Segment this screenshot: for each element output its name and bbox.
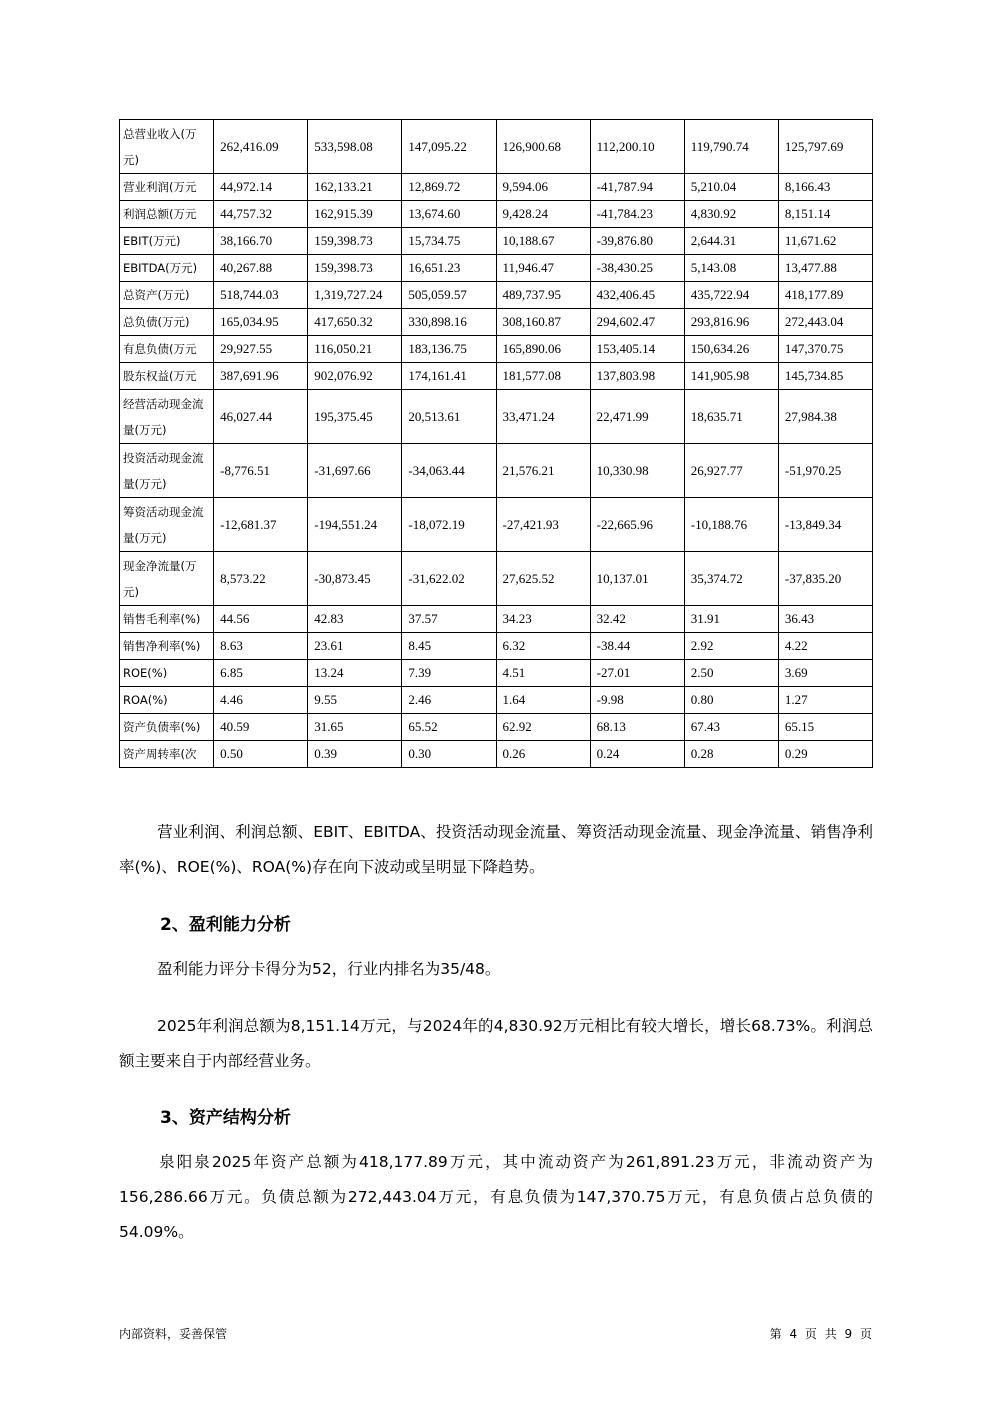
table-cell: 5,210.04 <box>684 174 778 201</box>
table-cell: 8.63 <box>214 633 308 660</box>
section-2-profit-paragraph <box>119 1009 873 1079</box>
table-cell: -31,697.66 <box>308 444 402 498</box>
table-cell: 0.29 <box>778 741 872 768</box>
table-cell: 0.30 <box>402 741 496 768</box>
row-label: EBITDA(万元) <box>120 255 214 282</box>
table-cell: -31,622.02 <box>402 552 496 606</box>
row-label: ROA(%) <box>120 687 214 714</box>
row-label: EBIT(万元) <box>120 228 214 255</box>
table-cell: 147,370.75 <box>778 336 872 363</box>
table-cell: -10,188.76 <box>684 498 778 552</box>
table-cell: -22,665.96 <box>590 498 684 552</box>
trend-text: 营业利润、利润总额、EBIT、EBITDA、投资活动现金流量、筹资活动现金流量、现金净流量、销售净利率(%)、ROE(%)、ROA(%)存在向下波动或呈明显下降趋势。 <box>119 823 873 876</box>
table-cell: 293,816.96 <box>684 309 778 336</box>
row-label: 筹资活动现金流量(万元) <box>120 498 214 552</box>
table-cell: 67.43 <box>684 714 778 741</box>
table-cell: 31.91 <box>684 606 778 633</box>
table-cell: 902,076.92 <box>308 363 402 390</box>
table-cell: -37,835.20 <box>778 552 872 606</box>
table-cell: 18,635.71 <box>684 390 778 444</box>
table-cell: -34,063.44 <box>402 444 496 498</box>
financial-table-body <box>120 120 873 768</box>
table-cell: 44.56 <box>214 606 308 633</box>
table-row <box>120 660 873 687</box>
table-cell: 183,136.75 <box>402 336 496 363</box>
table-cell: 330,898.16 <box>402 309 496 336</box>
table-cell: 174,161.41 <box>402 363 496 390</box>
table-cell: 6.85 <box>214 660 308 687</box>
table-cell: 294,602.47 <box>590 309 684 336</box>
table-row <box>120 120 873 174</box>
table-cell: 10,137.01 <box>590 552 684 606</box>
table-cell: 417,650.32 <box>308 309 402 336</box>
table-cell: 34.23 <box>496 606 590 633</box>
table-cell: 162,133.21 <box>308 174 402 201</box>
table-cell: 44,757.32 <box>214 201 308 228</box>
row-label: 股东权益(万元 <box>120 363 214 390</box>
table-cell: 0.39 <box>308 741 402 768</box>
table-cell: 32.42 <box>590 606 684 633</box>
table-row <box>120 174 873 201</box>
table-cell: 15,734.75 <box>402 228 496 255</box>
table-cell: -27,421.93 <box>496 498 590 552</box>
table-cell: -13,849.34 <box>778 498 872 552</box>
section-2-profit-text: 2025年利润总额为8,151.14万元，与2024年的4,830.92万元相比有较大增长，增长68.73%。利润总额主要来自于内部经营业务。 <box>119 1017 873 1070</box>
row-label: 投资活动现金流量(万元) <box>120 444 214 498</box>
table-cell: 2.92 <box>684 633 778 660</box>
table-cell: 435,722.94 <box>684 282 778 309</box>
table-cell: -38,430.25 <box>590 255 684 282</box>
table-cell: 13,674.60 <box>402 201 496 228</box>
table-cell: 11,671.62 <box>778 228 872 255</box>
table-cell: 38,166.70 <box>214 228 308 255</box>
table-row <box>120 201 873 228</box>
section-3-heading: 3、资产结构分析 <box>160 1108 291 1128</box>
table-cell: 44,972.14 <box>214 174 308 201</box>
table-row <box>120 552 873 606</box>
table-cell: 33,471.24 <box>496 390 590 444</box>
table-cell: 16,651.23 <box>402 255 496 282</box>
trend-paragraph <box>119 815 873 885</box>
table-cell: 5,143.08 <box>684 255 778 282</box>
table-row <box>120 741 873 768</box>
table-cell: 26,927.77 <box>684 444 778 498</box>
table-cell: 4.51 <box>496 660 590 687</box>
table-cell: 137,803.98 <box>590 363 684 390</box>
table-cell: 1,319,727.24 <box>308 282 402 309</box>
table-row <box>120 633 873 660</box>
table-cell: 37.57 <box>402 606 496 633</box>
section-2-heading: 2、盈利能力分析 <box>160 915 291 935</box>
table-cell: 387,691.96 <box>214 363 308 390</box>
table-cell: 31.65 <box>308 714 402 741</box>
table-row <box>120 714 873 741</box>
table-cell: -18,072.19 <box>402 498 496 552</box>
section-3-asset-text: 泉阳泉2025年资产总额为418,177.89万元，其中流动资产为261,891.23万元，非流动资产为156,286.66万元。负债总额为272,443.04万元，有息负债为147,370.75万元，有息负债占总负债的54.09%。 <box>119 1153 873 1241</box>
row-label: 经营活动现金流量(万元) <box>120 390 214 444</box>
table-cell: 116,050.21 <box>308 336 402 363</box>
table-row <box>120 363 873 390</box>
table-cell: 42.83 <box>308 606 402 633</box>
row-label: 总负债(万元) <box>120 309 214 336</box>
table-cell: 10,330.98 <box>590 444 684 498</box>
section-3-asset-paragraph <box>119 1145 873 1250</box>
table-cell: -39,876.80 <box>590 228 684 255</box>
table-row <box>120 309 873 336</box>
table-cell: 0.80 <box>684 687 778 714</box>
table-cell: 505,059.57 <box>402 282 496 309</box>
table-cell: 1.64 <box>496 687 590 714</box>
table-cell: 9,428.24 <box>496 201 590 228</box>
row-label: 资产周转率(次 <box>120 741 214 768</box>
row-label: 有息负债(万元 <box>120 336 214 363</box>
table-cell: 153,405.14 <box>590 336 684 363</box>
table-cell: 27,625.52 <box>496 552 590 606</box>
table-cell: 165,890.06 <box>496 336 590 363</box>
table-row <box>120 336 873 363</box>
table-cell: 0.28 <box>684 741 778 768</box>
table-cell: 162,915.39 <box>308 201 402 228</box>
table-cell: 2.46 <box>402 687 496 714</box>
table-cell: 62.92 <box>496 714 590 741</box>
table-cell: 35,374.72 <box>684 552 778 606</box>
table-cell: 126,900.68 <box>496 120 590 174</box>
table-cell: 4.46 <box>214 687 308 714</box>
table-cell: 36.43 <box>778 606 872 633</box>
row-label: ROE(%) <box>120 660 214 687</box>
table-cell: -194,551.24 <box>308 498 402 552</box>
table-row <box>120 687 873 714</box>
table-cell: 46,027.44 <box>214 390 308 444</box>
table-cell: 0.50 <box>214 741 308 768</box>
table-cell: 8.45 <box>402 633 496 660</box>
row-label: 现金净流量(万元) <box>120 552 214 606</box>
footer-confidential: 内部资料，妥善保管 <box>119 1327 228 1341</box>
row-label: 总资产(万元) <box>120 282 214 309</box>
table-cell: -8,776.51 <box>214 444 308 498</box>
row-label: 营业利润(万元 <box>120 174 214 201</box>
table-cell: 159,398.73 <box>308 255 402 282</box>
table-cell: 518,744.03 <box>214 282 308 309</box>
table-cell: 272,443.04 <box>778 309 872 336</box>
table-cell: 159,398.73 <box>308 228 402 255</box>
table-row <box>120 255 873 282</box>
table-cell: 22,471.99 <box>590 390 684 444</box>
table-cell: 10,188.67 <box>496 228 590 255</box>
table-cell: -51,970.25 <box>778 444 872 498</box>
table-cell: 308,160.87 <box>496 309 590 336</box>
table-cell: 8,166.43 <box>778 174 872 201</box>
table-cell: 3.69 <box>778 660 872 687</box>
table-cell: 0.26 <box>496 741 590 768</box>
table-row <box>120 498 873 552</box>
table-cell: 125,797.69 <box>778 120 872 174</box>
table-cell: 20,513.61 <box>402 390 496 444</box>
table-cell: -41,787.94 <box>590 174 684 201</box>
table-cell: 418,177.89 <box>778 282 872 309</box>
table-cell: 4.22 <box>778 633 872 660</box>
table-cell: 432,406.45 <box>590 282 684 309</box>
table-row <box>120 282 873 309</box>
table-cell: 145,734.85 <box>778 363 872 390</box>
row-label: 销售净利率(%) <box>120 633 214 660</box>
table-cell: -9.98 <box>590 687 684 714</box>
table-cell: 65.15 <box>778 714 872 741</box>
table-cell: 533,598.08 <box>308 120 402 174</box>
table-cell: 9,594.06 <box>496 174 590 201</box>
section-2-score-paragraph <box>119 952 873 987</box>
table-cell: 40.59 <box>214 714 308 741</box>
table-cell: 181,577.08 <box>496 363 590 390</box>
row-label: 利润总额(万元 <box>120 201 214 228</box>
table-cell: 8,573.22 <box>214 552 308 606</box>
table-cell: 119,790.74 <box>684 120 778 174</box>
table-cell: 12,869.72 <box>402 174 496 201</box>
table-cell: -38.44 <box>590 633 684 660</box>
table-cell: 165,034.95 <box>214 309 308 336</box>
table-cell: 40,267.88 <box>214 255 308 282</box>
table-cell: -41,784.23 <box>590 201 684 228</box>
table-row <box>120 444 873 498</box>
table-cell: -12,681.37 <box>214 498 308 552</box>
table-cell: 11,946.47 <box>496 255 590 282</box>
section-2-score-text: 盈利能力评分卡得分为52，行业内排名为35/48。 <box>157 960 501 978</box>
table-cell: 8,151.14 <box>778 201 872 228</box>
table-cell: -30,873.45 <box>308 552 402 606</box>
row-label: 资产负债率(%) <box>120 714 214 741</box>
table-row <box>120 390 873 444</box>
table-cell: 2,644.31 <box>684 228 778 255</box>
table-cell: 21,576.21 <box>496 444 590 498</box>
table-cell: 7.39 <box>402 660 496 687</box>
table-cell: 27,984.38 <box>778 390 872 444</box>
table-cell: 4,830.92 <box>684 201 778 228</box>
table-cell: 23.61 <box>308 633 402 660</box>
table-cell: 9.55 <box>308 687 402 714</box>
table-cell: 1.27 <box>778 687 872 714</box>
row-label: 总营业收入(万元) <box>120 120 214 174</box>
table-cell: 112,200.10 <box>590 120 684 174</box>
table-cell: 13.24 <box>308 660 402 687</box>
table-cell: 65.52 <box>402 714 496 741</box>
table-cell: 262,416.09 <box>214 120 308 174</box>
table-cell: 195,375.45 <box>308 390 402 444</box>
table-cell: 68.13 <box>590 714 684 741</box>
table-cell: 141,905.98 <box>684 363 778 390</box>
table-cell: 29,927.55 <box>214 336 308 363</box>
table-cell: 13,477.88 <box>778 255 872 282</box>
table-row <box>120 228 873 255</box>
row-label: 销售毛利率(%) <box>120 606 214 633</box>
table-cell: 6.32 <box>496 633 590 660</box>
table-cell: 2.50 <box>684 660 778 687</box>
table-cell: -27.01 <box>590 660 684 687</box>
table-cell: 150,634.26 <box>684 336 778 363</box>
financial-table <box>119 119 873 768</box>
table-row <box>120 606 873 633</box>
footer-page-number: 第 4 页 共 9 页 <box>769 1327 872 1341</box>
table-cell: 147,095.22 <box>402 120 496 174</box>
table-cell: 0.24 <box>590 741 684 768</box>
table-cell: 489,737.95 <box>496 282 590 309</box>
